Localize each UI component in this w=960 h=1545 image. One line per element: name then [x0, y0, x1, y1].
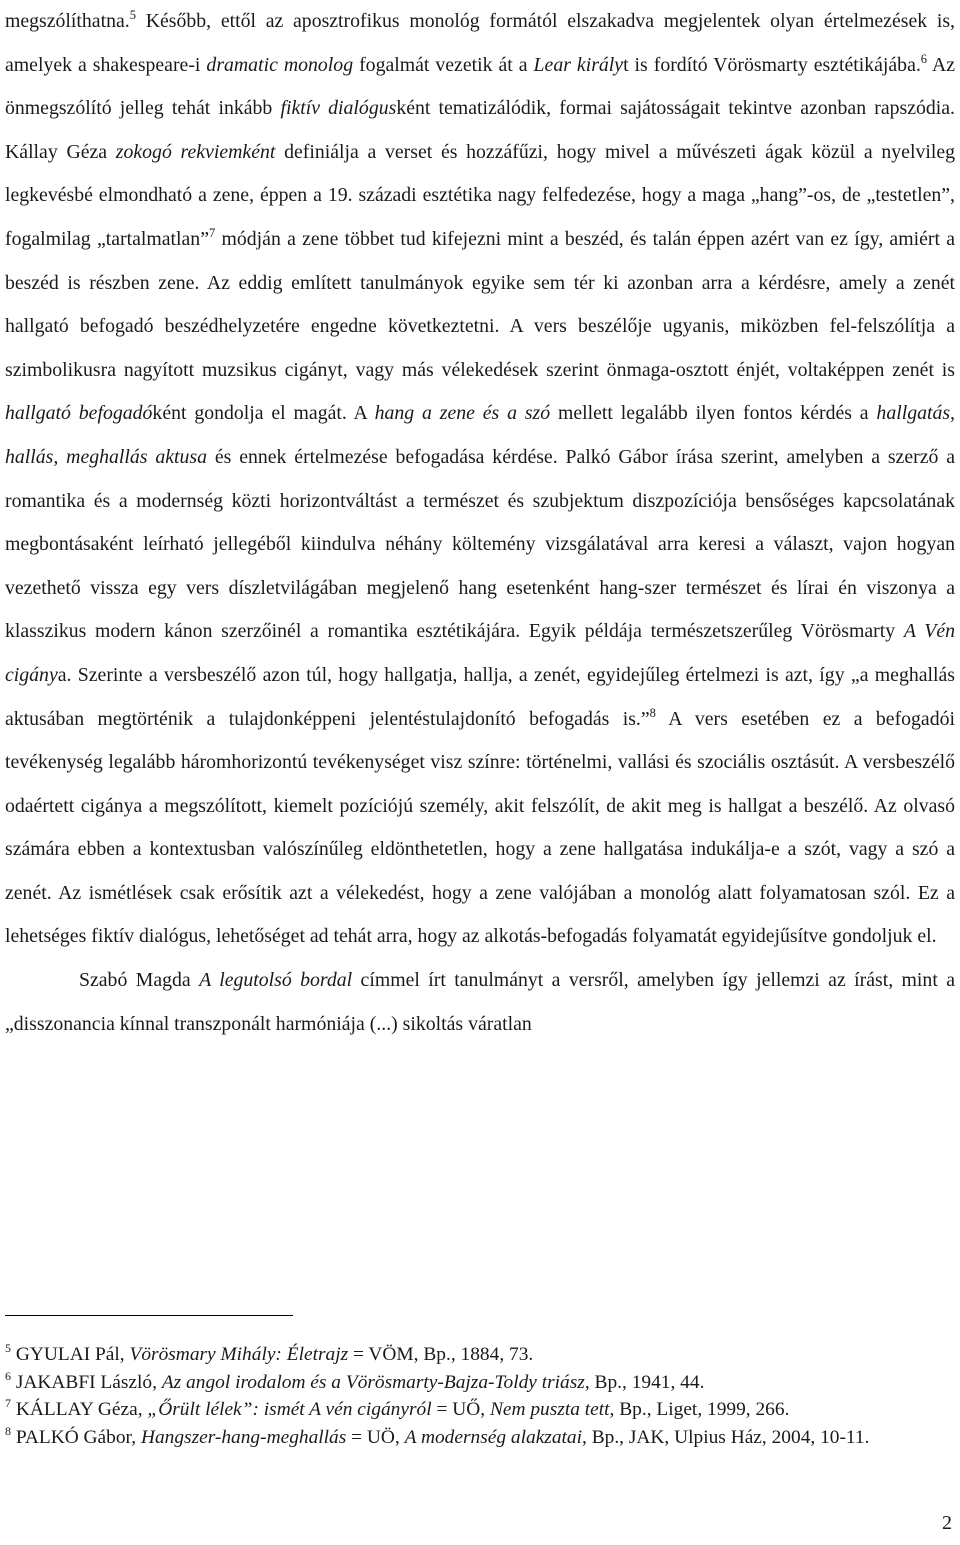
italic-text: hang a zene és a szó: [374, 402, 551, 425]
text-run: a. Szerinte a versbeszélő azon túl, hogy hallgatja, hallja, a zenét, egyidejűleg értelmezi is azt, így „a meghallás aktusában megtörténik a tulajdonképpeni jelentéstulajdonító befogadás is.”: [5, 663, 955, 730]
italic-text: „Őrült lélek”: ismét A vén cigányról: [147, 1399, 432, 1421]
footnote-marker: 7: [208, 225, 216, 240]
italic-text: dramatic monolog: [206, 53, 354, 76]
text-run: t is fordító Vörösmarty esztétikájába.: [623, 53, 921, 76]
footnote: [5, 1369, 955, 1397]
italic-text: Nem puszta tett: [489, 1399, 610, 1421]
italic-text: A modernség alakzatai: [404, 1426, 583, 1448]
footnote: [5, 1396, 955, 1424]
footnote-marker: 8: [5, 1423, 11, 1438]
footnote-marker: 7: [5, 1396, 11, 1411]
text-run: módján a zene többet tud kifejezni mint a beszéd, és talán éppen azért van ez így, amiért a beszéd is részben zene. Az eddig említett tanulmányok egyike sem tér ki azonban arra a kérdésre, amely a zenét hallgató befogadó beszédhelyzetére engedne következtetni. A vers beszélője ugyanis, miközben fel-felszólítja a szimbolikusra nagyított muzsikus cigányt, vagy más vélekedések szerint önmaga-osztott énjét, voltaképpen zenét is: [5, 227, 955, 381]
text-run: GYULAI Pál,: [11, 1344, 130, 1365]
text-run: , Bp., Liget, 1999, 266.: [609, 1399, 790, 1421]
italic-text: A legutolsó bordal: [199, 969, 353, 992]
text-run: Szabó Magda: [79, 969, 200, 992]
italic-text: Vörösmary Mihály: Életrajz: [129, 1344, 349, 1365]
page-number: 2: [942, 1512, 952, 1534]
text-run: Az önmegszólító jelleg tehát inkább: [5, 53, 956, 120]
paragraph: [5, 959, 955, 1046]
text-run: és ennek értelmezése befogadása kérdése. Palkó Gábor írása szerint, amelyben a szerző a romantika és a modernség közti horizontváltást a természet és szubjektum diszpozíciója bensőséges kapcsolatának megbontásaként leírható jellegéből kiindulva néhány költemény vizsgálatával arra keresi a választ, vajon hogyan vezethető vissza egy vers díszletvilágában megjelenő hang esetenként hang-szer természet és lírai én viszonya a klasszikus modern kánon szerzőinél a romantika esztétikájára. Egyik példája természetszerűleg Vörösmarty: [5, 445, 955, 643]
italic-text: fiktív dialógus: [280, 97, 397, 120]
text-run: címmel írt tanulmányt a versről, amelyben így jellemzi az írást, mint a „disszonancia kínnal transzponált harmóniája (...) sikoltás váratlan: [5, 969, 955, 1035]
text-run: PALKÓ Gábor,: [11, 1426, 141, 1448]
italic-text: Lear király: [533, 53, 624, 76]
text-run: KÁLLAY Géza,: [11, 1399, 148, 1421]
text-run: , Bp., JAK, Ulpius Ház, 2004, 10-11.: [582, 1426, 870, 1448]
text-run: ként tematizálódik, formai sajátosságait tekintve azonban rapszódia. Kállay Géza: [5, 97, 955, 163]
text-run: = UŐ,: [431, 1399, 490, 1421]
italic-text: hallgató befogadó: [5, 402, 153, 425]
footnote-marker: 5: [129, 8, 136, 22]
italic-text: zokogó rekviemként: [115, 140, 276, 163]
text-run: megszólíthatna.: [5, 10, 130, 32]
paragraph: [5, 0, 955, 959]
footnote-marker: 8: [649, 705, 656, 720]
text-run: = UÖ,: [346, 1426, 405, 1448]
text-run: A vers esetében ez a befogadói tevékenység legalább háromhorizontú tevékenységet visz színre: történelmi, vallási és szociális osztásút. A versbeszélő odaértett cigánya a megszólított, kiemelt pozíciójú személy, akit felszólít, de akit meg is hallgat a beszélő. Az olvasó számára ebben a kontextusban valószínűleg eldönthetetlen, hogy a zene hallgatása indukálja-e a szót, vagy a szó a zenét. Az ismétlések csak erősítik azt a vélekedést, hogy a zene valójában a monológ alatt folyamatosan szól. Ez a lehetséges fiktív dialógus, lehetőséget ad tehát arra, hogy az alkotás-befogadás folyamatát egyidejűsítve gondoljuk el.: [5, 707, 955, 948]
footnote: [5, 1424, 955, 1452]
text-run: ként gondolja el magát. A: [152, 402, 375, 425]
italic-text: Az angol irodalom és a Vörösmarty-Bajza-Toldy triász: [161, 1371, 585, 1393]
text-run: Később, ettől az aposztrofikus monológ formától elszakadva megjelentek olyan értelmezések is, amelyek a shakespeare-i: [5, 10, 955, 76]
body-text: [5, 0, 955, 1046]
footnote-separator: [5, 1315, 293, 1316]
italic-text: hallgatás, hallás, meghallás aktusa: [5, 402, 956, 468]
footnote-marker: 6: [5, 1368, 11, 1383]
text-run: definiálja a verset és hozzáfűzi, hogy mivel a művészeti ágak közül a nyelvileg legkevésbé elmondható a zene, éppen a 19. századi esztétika nagy felfedezése, hogy a maga „hang”-os, de „testetlen”, fogalmilag „tartalmatlan”: [5, 140, 955, 250]
text-run: = VÖM, Bp., 1884, 73.: [348, 1344, 534, 1365]
footnotes: [5, 1341, 955, 1451]
text-run: mellett legalább ilyen fontos kérdés a: [550, 402, 877, 425]
footnote: [5, 1341, 955, 1369]
italic-text: A Vén cigány: [5, 620, 955, 686]
footnote-marker: 6: [920, 51, 928, 66]
text-run: JAKABFI László,: [11, 1371, 162, 1393]
text-run: fogalmát vezetik át a: [353, 53, 534, 76]
italic-text: Hangszer-hang-meghallás: [140, 1426, 347, 1448]
footnote-marker: 5: [5, 1341, 11, 1355]
text-run: , Bp., 1941, 44.: [584, 1371, 705, 1393]
